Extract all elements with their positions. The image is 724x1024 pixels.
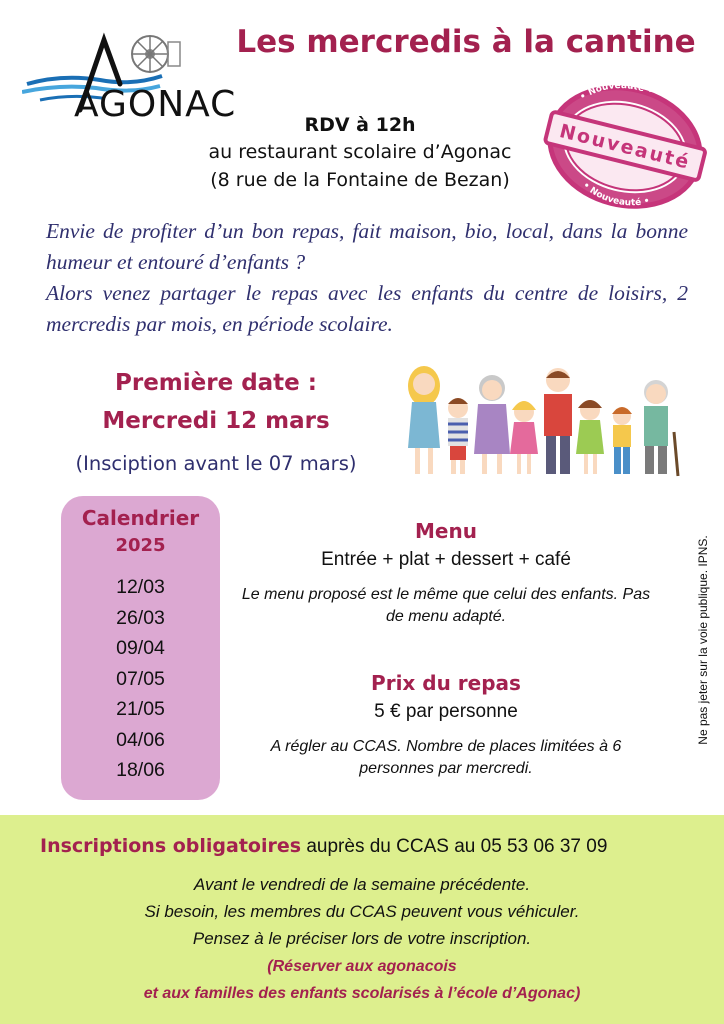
side-legal-note bbox=[690, 515, 716, 765]
registration-line bbox=[40, 835, 720, 858]
side-legal-text: Ne pas jeter sur la voie publique. IPNS. bbox=[696, 535, 710, 745]
menu-note: Le menu proposé est le même que celui des enfants. Pas de menu adapté. bbox=[241, 586, 651, 625]
menu-title: Menu bbox=[415, 519, 477, 543]
calendar-date: 12/03 bbox=[116, 576, 165, 598]
price-note: A régler au CCAS. Nombre de places limitées à 6 personnes par mercredi. bbox=[270, 738, 622, 777]
intro-paragraph-2: Alors venez partager le repas avec les enfants du centre de loisirs, 2 mercredis par mois, en période scolaire. bbox=[46, 281, 688, 336]
price-title: Prix du repas bbox=[371, 671, 521, 695]
intro-text bbox=[46, 216, 688, 340]
calendar-date: 18/06 bbox=[116, 759, 165, 781]
calendar-date: 21/05 bbox=[116, 698, 165, 720]
price-value: 5 € par personne bbox=[374, 701, 518, 722]
menu-content: Entrée + plat + dessert + café bbox=[321, 549, 571, 570]
stamp-ring-top: • Nouveauté • bbox=[578, 82, 655, 103]
first-date-block bbox=[40, 364, 392, 486]
calendar-date: 09/04 bbox=[116, 637, 165, 659]
family-member-figure bbox=[408, 366, 440, 474]
footer-line-3: Pensez à le préciser lors de votre inscription. bbox=[192, 929, 532, 948]
calendar-date: 07/05 bbox=[116, 667, 165, 690]
calendar-date: 04/06 bbox=[116, 728, 165, 751]
footer-restriction-1: (Réserver aux agonacois bbox=[267, 958, 457, 975]
registration-contact: auprès du CCAS au 05 53 06 37 09 bbox=[301, 836, 608, 857]
footer-banner bbox=[0, 815, 724, 1024]
rdv-place: au restaurant scolaire d’Agonac bbox=[208, 141, 512, 163]
footer-line-2: Si besoin, les membres du CCAS peuvent vous véhiculer. bbox=[144, 902, 580, 921]
registration-deadline: (Insciption avant le 07 mars) bbox=[75, 452, 357, 475]
rdv-time: RDV à 12h bbox=[304, 114, 416, 136]
rdv-address: (8 rue de la Fontaine de Bezan) bbox=[210, 169, 510, 191]
registration-label: Inscriptions obligatoires bbox=[40, 835, 302, 857]
nouveaute-stamp bbox=[540, 82, 710, 212]
first-date-label: Première date : bbox=[115, 370, 317, 396]
calendar-dates bbox=[61, 572, 220, 786]
calendar-title: Calendrier bbox=[81, 506, 200, 530]
stamp-label: Nouveauté bbox=[557, 120, 693, 174]
footer-restriction-2: et aux familles des enfants scolarisés à l’école d’Agonac) bbox=[143, 985, 581, 1002]
calendar-box bbox=[61, 496, 220, 800]
calendar-date: 26/03 bbox=[116, 606, 165, 629]
menu-section bbox=[236, 516, 656, 628]
page-title: Les mercredis à la cantine bbox=[236, 24, 696, 60]
first-date-value: Mercredi 12 mars bbox=[102, 408, 330, 434]
family-illustration bbox=[400, 362, 690, 482]
intro-paragraph-1: Envie de profiter d’un bon repas, fait maison, bio, local, dans la bonne humeur et entouré d’enfants ? bbox=[46, 219, 688, 274]
calendar-year: 2025 bbox=[115, 535, 166, 556]
footer-line-1: Avant le vendredi de la semaine précédente. bbox=[193, 875, 531, 894]
rdv-block bbox=[180, 112, 540, 194]
stamp-ring-bottom: • Nouveauté • bbox=[580, 180, 651, 209]
logo-text: AGONAC bbox=[74, 84, 237, 125]
price-section bbox=[236, 668, 656, 780]
